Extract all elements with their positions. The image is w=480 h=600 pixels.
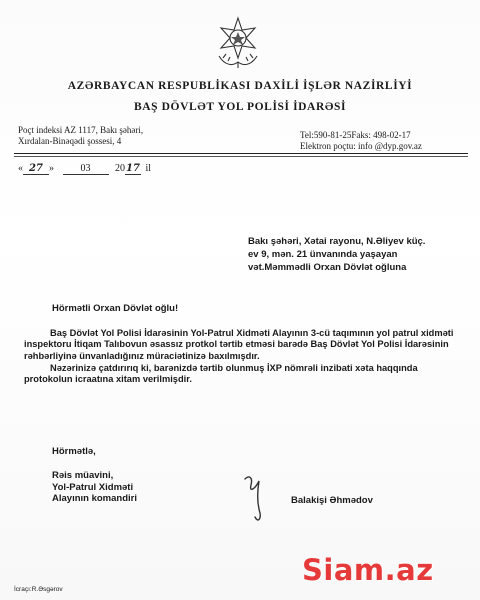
recipient-block — [248, 235, 468, 274]
department-title: BAŞ DÖVLƏT YOL POLİSİ İDARƏSİ — [133, 101, 347, 113]
body-paragraph: Nəzərinizə çatdırırıq ki, barənizdə tərtib olunmuş İXP nömrəli inzibati xəta haqqında protokolun icraatına xitam verilmişdir. — [24, 363, 418, 385]
signatory-name: Balakişi Əhmədov — [291, 495, 373, 506]
date-suffix: il — [145, 163, 152, 174]
email: Elektron poçtu: info @dyp.gov.az — [300, 141, 422, 151]
closing-regards: Hörmətlə, — [52, 446, 96, 457]
recipient-line: ev 9, mən. 21 ünvanında yaşayan — [248, 249, 398, 260]
contact-info — [300, 130, 475, 152]
date-year-prefix: 20 — [115, 163, 125, 174]
header-divider — [14, 153, 468, 154]
position-line: Alayının komandiri — [52, 493, 137, 504]
ministry-title: AZƏRBAYCAN RESPUBLİKASI DAXİLİ İŞLƏR NAZİRLİYİ — [67, 80, 413, 92]
recipient-line: vət.Məmmədli Orxan Dövlət oğluna — [248, 262, 407, 273]
position-line: Yol-Patrul Xidməti — [52, 481, 134, 493]
body-paragraph: Baş Dövlət Yol Polisi İdarəsinin Yol-Patrul Xidməti Alayının 3-cü taqımının yol patrul xidməti inspektoru İtiqam Talıbovun əsassız protkol tərtib etməsi barədə Baş Dövlət Yol Polisi İdarəsinin rəhbərliyinə ünvanladığınız müraciətinizə baxılmışdır. — [24, 328, 454, 361]
address-line: Xırdalan-Binəqədi şossesi, 4 — [18, 136, 122, 146]
site-watermark: Siam.az — [302, 553, 434, 587]
postal-address — [18, 125, 218, 147]
executor-note: İcraçı:R.Əsgərov — [14, 586, 63, 593]
header-divider-thin — [14, 156, 468, 157]
handwritten-signature-icon — [235, 467, 275, 527]
date-year-suffix: 17 — [126, 163, 140, 174]
recipient-line: Bakı şəhəri, Xətai rayonu, N.Əliyev küç. — [248, 236, 426, 247]
state-emblem-icon — [211, 12, 265, 70]
position-line: Rəis müavini, — [52, 470, 114, 481]
address-line: Poçt indeksi AZ 1117, Bakı şəhəri, — [18, 125, 144, 135]
signatory-position — [52, 470, 137, 505]
date-day: 27 — [23, 163, 49, 175]
greeting: Hörmətli Orxan Dövlət oğlu! — [52, 303, 179, 314]
letter-date: « 27 » 03 2017 il — [18, 163, 152, 174]
date-month: 03 — [63, 163, 109, 175]
phone-fax: Tel:590-81-25Faks: 498-02-17 — [300, 130, 411, 140]
